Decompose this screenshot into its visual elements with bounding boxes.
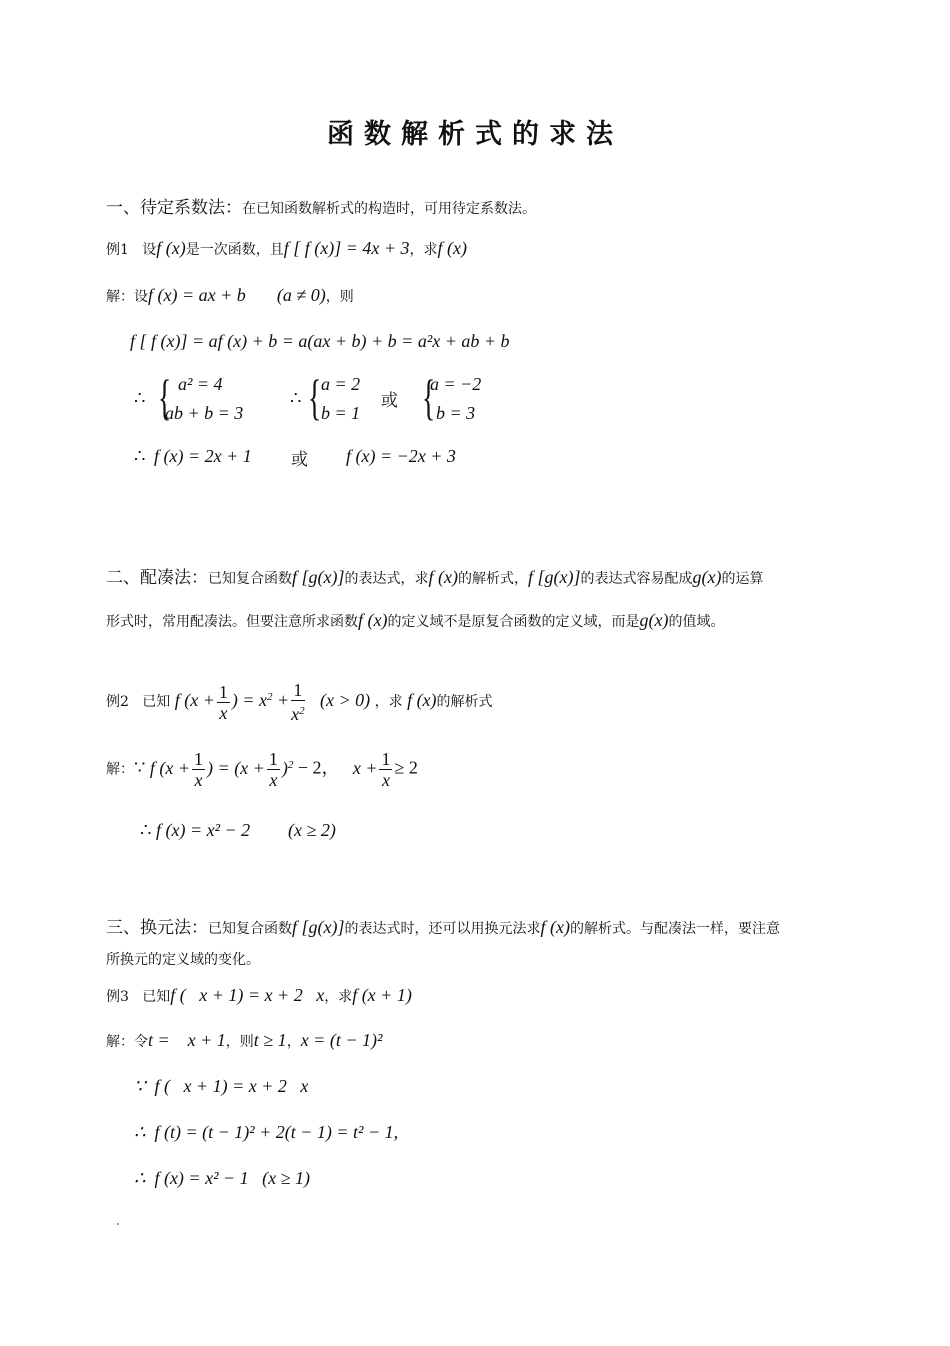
solution3-line4: ∴ f (x) = x² − 1 (x ≥ 1): [134, 1168, 310, 1188]
section2-gx-2: g(x): [639, 610, 669, 630]
section2-fx-2: f (x): [358, 610, 388, 630]
example2-text-c: 的解析式: [436, 694, 493, 711]
section3-fx: f (x): [540, 917, 570, 937]
example2-text-a: 已知: [142, 694, 171, 711]
section2-text-h: 的值域。: [668, 614, 725, 630]
example3-label: 例3: [106, 989, 129, 1005]
solution3-x: x = (t − 1)²: [300, 1030, 383, 1050]
solution1-assumption: f (x) = ax + b: [148, 285, 246, 305]
example1-text-a: 设: [142, 242, 157, 258]
left-brace-3: {: [422, 369, 436, 425]
solution3-comma: ，: [286, 1034, 301, 1050]
solution2-inequality: x + $\frac{1}{x}$: [352, 749, 391, 790]
example1-solution-line1: [106, 285, 354, 306]
solution2-label: 解：: [106, 761, 134, 778]
example3-text-b: ，求: [324, 989, 353, 1005]
solution3-label: 解：令: [106, 1034, 148, 1050]
solution3-line2: ∵ f ( x + 1) = x + 2 x: [134, 1076, 309, 1096]
solution1-then: ，则: [325, 289, 354, 305]
section2-text-e: 的运算: [721, 571, 764, 587]
section2-text-f: 形式时，常用配凑法。但要注意所求函数: [106, 614, 358, 630]
example3-solution-line1: [106, 1030, 382, 1051]
solution3-then: ，则: [225, 1034, 254, 1050]
because-symbol-1: ∵: [134, 757, 146, 778]
section3-fg: f [g(x)]: [292, 917, 345, 937]
example2-text-b: ，求: [374, 694, 403, 711]
section2-line2: [106, 610, 724, 631]
solution1-composition: f [ f (x)] = af (x) + b = a(ax + b) + b = a²x + ab + b: [130, 331, 510, 351]
section3-text-b: 的表达式时，还可以用换元法求: [344, 921, 541, 937]
therefore-symbol-1: ∴: [134, 388, 146, 408]
example3-equation: f ( x + 1) = x + 2 x: [170, 985, 325, 1005]
therefore-symbol-2: ∴: [290, 388, 302, 408]
example1-text-b: 是一次函数，且: [185, 242, 284, 258]
section2-fg: f [g(x)]: [292, 567, 345, 587]
section2-text-b: 的表达式，求: [344, 571, 429, 587]
example1-label: 例1: [106, 242, 129, 258]
example2-fx: f (x): [407, 690, 437, 711]
left-brace-1: {: [158, 369, 172, 425]
example2-solution: [106, 749, 418, 790]
section1-heading-line: [106, 193, 536, 218]
or-label-1: 或: [381, 391, 398, 411]
answer2-condition: (x ≥ 2): [288, 820, 336, 840]
solution3-substitution: t = x + 1: [148, 1030, 226, 1050]
section1-heading: 一、待定系数法：: [106, 198, 242, 218]
example2-statement: [106, 680, 493, 724]
solution2-equation: f (x + $\frac{1}{x}$ ) = (x + $\frac{1}{x}$ )$^2$: [149, 749, 294, 790]
section3-line1: [106, 913, 780, 938]
section3-heading: 三、换元法：: [106, 918, 208, 938]
section3-text-a: 已知复合函数: [208, 921, 292, 937]
section2-fg-2: f [g(x)]: [527, 567, 581, 587]
solution1-label: 解：设: [106, 289, 148, 305]
system1-row2: ab + b = 3: [165, 403, 244, 423]
system1-row1: a² = 4: [178, 374, 223, 394]
example1-fx: f (x): [156, 238, 186, 258]
example1-text-c: ，求: [409, 242, 438, 258]
answer1a: f (x) = 2x + 1: [154, 446, 252, 466]
system2-row2: b = 1: [321, 403, 361, 423]
section2-heading: 二、配凑法：: [106, 568, 208, 588]
example2-label: 例2: [106, 694, 129, 711]
or-label-2: 或: [291, 450, 308, 470]
therefore-symbol-4: ∴: [140, 820, 152, 840]
example2-equation: f (x + $\frac{1}{x}$ ) = $x^2$ + $\frac{1}{x^2}$: [174, 680, 305, 724]
example3-target: f (x + 1): [352, 985, 412, 1005]
therefore-symbol-3: ∴: [134, 446, 146, 466]
section2-text-c: 的解析式，: [457, 571, 528, 587]
system3-row2: b = 3: [436, 403, 476, 423]
example3-text-a: 已知: [142, 989, 171, 1005]
section2-line1: [106, 563, 763, 588]
solution3-line3: ∴ f (t) = (t − 1)² + 2(t − 1) = t² − 1,: [134, 1122, 399, 1142]
section2-fx: f (x): [428, 567, 458, 587]
solution1-condition: (a ≠ 0): [276, 285, 326, 305]
example3-statement: [106, 985, 412, 1006]
system2-row1: a = 2: [321, 374, 361, 394]
example1-fx-target: f (x): [437, 238, 468, 258]
section2-text-a: 已知复合函数: [208, 571, 292, 587]
left-brace-2: {: [308, 369, 322, 425]
section2-gx: g(x): [692, 567, 722, 587]
solution3-domain: t ≥ 1: [253, 1030, 287, 1050]
solution2-tail: − 2，: [297, 757, 340, 778]
answer1b: f (x) = −2x + 3: [346, 446, 456, 466]
section2-text-d: 的表达式容易配成: [580, 571, 693, 587]
example1-equation: f [ f (x)] = 4x + 3: [283, 238, 410, 258]
example1-statement: [106, 238, 467, 259]
section3-text-c: 的解析式。与配凑法一样，要注意: [569, 921, 780, 937]
answer2: f (x) = x² − 2: [156, 820, 251, 840]
page-title: 函数解析式的求法: [327, 119, 623, 150]
solution2-ge: ≥ 2: [394, 757, 418, 778]
stray-dot: [117, 1223, 119, 1225]
section1-description: 在已知函数解析式的构造时，可用待定系数法。: [242, 201, 536, 217]
section3-line2: 所换元的定义域的变化。: [106, 952, 260, 968]
example2-condition: (x > 0): [320, 690, 371, 711]
section2-text-g: 的定义域不是原复合函数的定义域，而是: [387, 614, 640, 630]
system3-row1: a = −2: [430, 374, 482, 394]
